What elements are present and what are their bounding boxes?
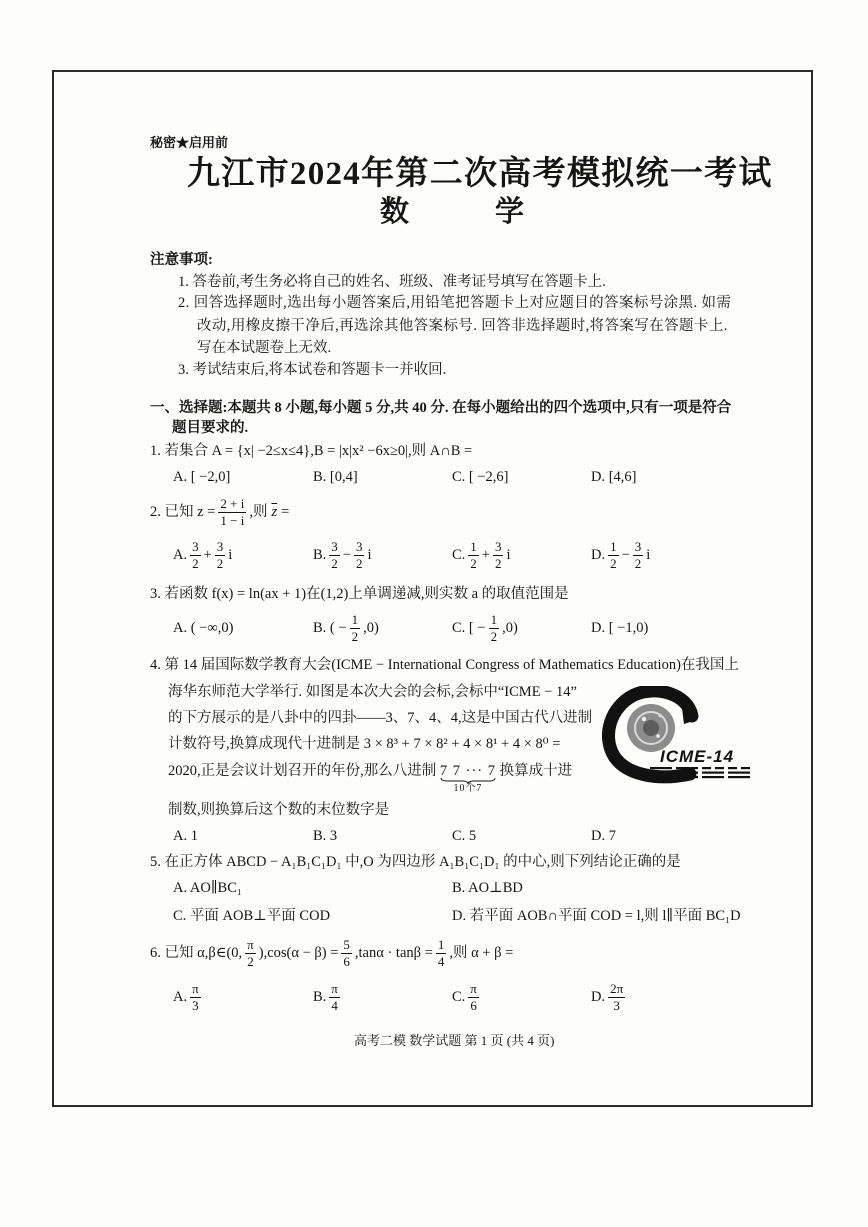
notice-heading: 注意事项:	[150, 251, 213, 268]
imaginary-unit: i	[228, 546, 233, 563]
fraction-numerator: π	[470, 980, 477, 996]
option-fraction	[329, 982, 340, 1012]
logo-trigrams	[650, 767, 750, 778]
underbrace-label: 10个7	[453, 783, 483, 794]
fraction-numerator: π	[192, 980, 199, 996]
option-label: A.	[173, 546, 188, 563]
option-fraction-2	[493, 540, 504, 570]
frame-top-line	[52, 70, 813, 72]
q6-option-a	[173, 980, 204, 1014]
fraction-denominator: 2	[470, 555, 477, 571]
fraction-denominator: 2	[610, 555, 617, 571]
q5-option-b: B. AO⊥BD	[452, 879, 523, 896]
fraction-numerator: 3	[634, 538, 642, 554]
octal-digits: 7 7 ··· 7	[439, 762, 496, 779]
option-pre: C. [ −	[452, 619, 486, 636]
notice-line-3: 改动,用橡皮擦干净后,再选涂其他答案标号. 回答非选择题时,将答案写在答题卡上.	[197, 317, 728, 334]
q6-option-d	[591, 980, 628, 1014]
confidential-mark: 秘密★启用前	[150, 135, 229, 150]
imaginary-unit: i	[367, 546, 372, 563]
q3-option-b	[313, 611, 379, 645]
fraction-numerator: 1	[351, 611, 359, 627]
q2-option-d	[591, 538, 650, 572]
option-fraction-1	[468, 540, 479, 570]
option-text: D. [ −1,0)	[591, 619, 649, 636]
q6-fraction-3	[436, 938, 447, 968]
fraction-numerator: 3	[216, 538, 224, 554]
fraction-denominator: 2	[355, 555, 363, 571]
option-fraction	[350, 613, 361, 643]
fraction-numerator: 3	[331, 538, 338, 554]
fraction-denominator: 2	[192, 555, 199, 571]
fraction-denominator: 6	[343, 953, 350, 969]
icme-14-logo	[598, 686, 758, 786]
page-footer: 高考二模 数学试题 第 1 页 (共 4 页)	[354, 1032, 555, 1048]
q5-stem: 5. 在正方体 ABCD − A₁B₁C₁D₁ 中,O 为四边形 A₁B₁C₁D₁ 的中心,则下列结论正确的是	[150, 853, 681, 870]
option-fraction	[190, 982, 201, 1012]
fraction-denominator: 4	[331, 997, 338, 1013]
option-fraction	[468, 982, 479, 1012]
q5-option-c: C. 平面 AOB⊥平面 COD	[173, 907, 331, 924]
q5-option-a: A. AO∥BC₁	[173, 879, 242, 896]
q4-stem-line-2: 海华东师范大学举行. 如图是本次大会的会标,会标中“ICME − 14”	[168, 683, 577, 700]
subject-char-2: 学	[495, 196, 525, 228]
q4-stem-line-5	[168, 762, 573, 794]
fraction-numerator: 1	[610, 538, 617, 554]
q6-stem-mid-2: ,tanα · tanβ =	[354, 944, 433, 961]
q2-option-c	[452, 538, 511, 572]
option-label: C.	[452, 546, 466, 563]
fraction-numerator: π	[331, 980, 338, 996]
octal-repeated-sevens	[439, 762, 496, 794]
q4-option-c: C. 5	[452, 827, 477, 844]
frame-left-line	[52, 70, 54, 1106]
option-label: B.	[313, 546, 327, 563]
fraction-denominator: 2	[490, 628, 498, 644]
q4-option-d: D. 7	[591, 827, 616, 844]
q2-stem-post: =	[281, 503, 290, 520]
option-fraction-2	[354, 540, 365, 570]
q2-option-b	[313, 538, 372, 572]
q6-option-b	[313, 980, 343, 1014]
fraction-numerator: 5	[343, 936, 350, 952]
subject-char-1: 数	[380, 196, 410, 228]
option-operator: −	[342, 546, 351, 563]
option-label: B.	[313, 988, 327, 1005]
q4-stem-line-3: 的下方展示的是八卦中的四卦——3、7、4、4,这是中国古代八进制	[168, 709, 593, 726]
q4-option-b: B. 3	[313, 827, 338, 844]
option-label: A.	[173, 988, 188, 1005]
q2-option-a	[173, 538, 232, 572]
fraction-numerator: 1	[470, 538, 477, 554]
fraction-denominator: 1 − i	[220, 512, 245, 528]
frame-bottom-line	[52, 1105, 813, 1107]
fraction-numerator: 3	[494, 538, 502, 554]
fraction-numerator: 2π	[610, 980, 624, 996]
q1-option-a: A. [ −2,0]	[173, 468, 231, 485]
option-operator: −	[621, 546, 630, 563]
q1-option-d: D. [4,6]	[591, 468, 637, 485]
option-fraction	[608, 982, 625, 1012]
q6-fraction-1	[245, 938, 256, 968]
fraction-denominator: 2	[216, 555, 224, 571]
option-label: D.	[591, 546, 606, 563]
q4-stem-line-6: 制数,则换算后这个数的末位数字是	[168, 801, 390, 818]
option-operator: +	[203, 546, 212, 563]
option-fraction-2	[633, 540, 644, 570]
fraction-denominator: 2	[331, 555, 338, 571]
q2-stem-mid: ,则	[249, 503, 268, 520]
option-post: ,0)	[502, 619, 518, 636]
q6-stem	[150, 936, 513, 970]
fraction-numerator: 1	[490, 611, 498, 627]
frame-right-line	[811, 70, 813, 1106]
fraction-denominator: 6	[470, 997, 477, 1013]
q6-fraction-2	[341, 938, 352, 968]
q2-stem-pre: 2. 已知 z =	[150, 503, 216, 520]
q1-stem: 1. 若集合 A = {x| −2≤x≤4},B = |x|x² −6x≥0|,则 A∩B =	[150, 442, 473, 459]
q4-option-a: A. 1	[173, 827, 198, 844]
fraction-denominator: 3	[613, 997, 620, 1013]
option-post: ,0)	[363, 619, 379, 636]
option-fraction-2	[215, 540, 226, 570]
q4-stem-line-4: 计数符号,换算成现代十进制是 3 × 8³ + 7 × 8² + 4 × 8¹ + 4 × 8⁰ =	[168, 735, 561, 752]
q1-option-c: C. [ −2,6]	[452, 468, 509, 485]
logo-text: ICME-14	[660, 747, 735, 766]
notice-line-4: 写在本试题卷上无效.	[197, 339, 332, 356]
option-fraction-1	[329, 540, 340, 570]
option-fraction-1	[608, 540, 619, 570]
q6-stem-pre: 6. 已知 α,β∈(0,	[150, 944, 243, 961]
q2-conjugate-z: $\overline{z}$	[271, 503, 278, 520]
q3-stem: 3. 若函数 f(x) = ln(ax + 1)在(1,2)上单调递减,则实数 a 的取值范围是	[150, 585, 569, 602]
q3-option-d	[591, 611, 648, 645]
fraction-denominator: 4	[437, 953, 445, 969]
option-pre: B. ( −	[313, 619, 347, 636]
section-heading-line-2: 题目要求的.	[172, 419, 249, 436]
fraction-denominator: 2	[351, 628, 359, 644]
option-fraction	[489, 613, 500, 643]
notice-line-2: 2. 回答选择题时,选出每小题答案后,用铅笔把答题卡上对应题目的答案标号涂黑. 如需	[178, 294, 732, 311]
q6-stem-mid-1: ),cos(α − β) =	[258, 944, 339, 961]
fraction-numerator: 3	[355, 538, 363, 554]
q4-stem-line-1: 4. 第 14 届国际数学教育大会(ICME − International Congress of Mathematics Education)在我国上	[150, 656, 739, 673]
option-text: A. ( −∞,0)	[173, 619, 234, 636]
notice-line-1: 1. 答卷前,考生务必将自己的姓名、班级、准考证号填写在答题卡上.	[178, 273, 606, 290]
fraction-numerator: 3	[192, 538, 199, 554]
option-operator: +	[481, 546, 490, 563]
imaginary-unit: i	[506, 546, 511, 563]
logo-globe	[627, 704, 675, 752]
q6-option-c	[452, 980, 482, 1014]
q4-line5-post: 换算成十进	[499, 762, 573, 779]
fraction-numerator: π	[247, 936, 254, 952]
imaginary-unit: i	[646, 546, 651, 563]
option-label: D.	[591, 988, 606, 1005]
fraction-denominator: 2	[494, 555, 502, 571]
q4-line5-pre: 2020,正是会议计划召开的年份,那么八进制	[168, 762, 437, 779]
fraction-denominator: 2	[634, 555, 642, 571]
section-heading-line-1: 一、选择题:本题共 8 小题,每小题 5 分,共 40 分. 在每小题给出的四个选项中,只有一项是符合	[150, 399, 732, 416]
notice-line-5: 3. 考试结束后,将本试卷和答题卡一并收回.	[178, 361, 447, 378]
exam-title: 九江市2024年第二次高考模拟统一考试	[187, 156, 773, 192]
q2-stem-fraction	[218, 497, 246, 527]
option-fraction-1	[190, 540, 201, 570]
fraction-denominator: 3	[192, 997, 199, 1013]
fraction-numerator: 2 + i	[220, 495, 245, 511]
q1-option-b: B. [0,4]	[313, 468, 358, 485]
fraction-numerator: 1	[437, 936, 445, 952]
fraction-denominator: 2	[247, 953, 254, 969]
q2-stem	[150, 495, 289, 529]
q3-option-c	[452, 611, 518, 645]
option-label: C.	[452, 988, 466, 1005]
q5-option-d: D. 若平面 AOB∩平面 COD = l,则 l∥平面 BC₁D	[452, 907, 741, 924]
q3-option-a	[173, 611, 233, 645]
q6-stem-post: ,则 α + β =	[449, 944, 514, 961]
